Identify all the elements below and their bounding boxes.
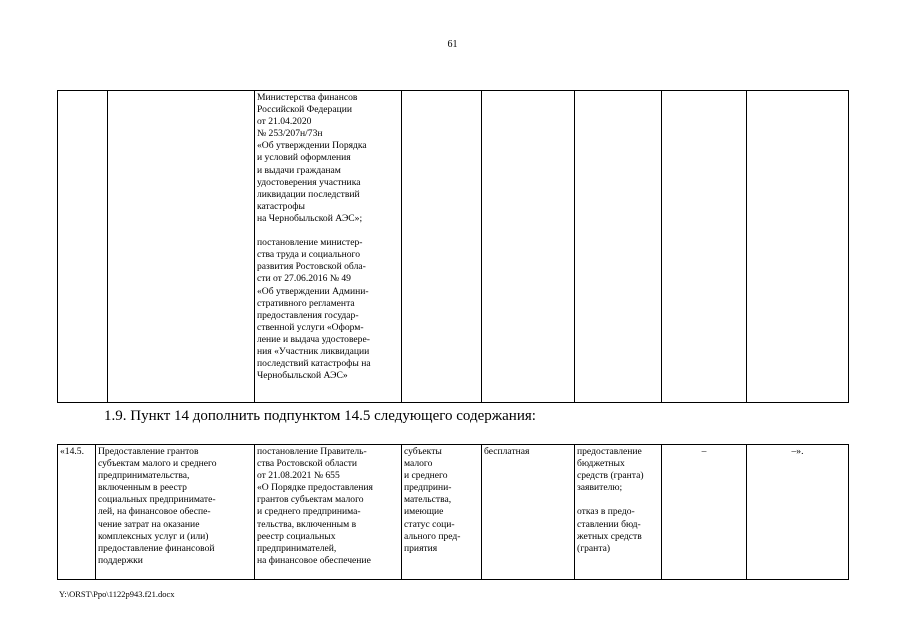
- legal-basis-line: постановление Правитель-: [257, 446, 367, 457]
- service-name-line: предпринимательства,: [98, 470, 190, 482]
- result-line: жетных средств: [577, 530, 642, 542]
- result-line: отказ в предо-: [577, 506, 635, 518]
- result-line: средств (гранта): [577, 470, 644, 482]
- legal-basis-line: от 21.04.2020: [257, 116, 312, 128]
- cell-number: [58, 91, 108, 403]
- legal-basis-line: предоставления государ-: [257, 309, 359, 321]
- legal-basis-line: ния «Участник ликвидации: [257, 345, 370, 357]
- legal-basis-line: развития Ростовской обла-: [257, 261, 366, 273]
- section-heading: 1.9. Пункт 14 дополнить подпунктом 14.5 следующего содержания:: [104, 408, 536, 424]
- continuation-table: [57, 90, 849, 403]
- legal-basis-line: стративного регламента: [257, 297, 355, 309]
- recipients-line: статус соци-: [404, 518, 455, 530]
- item-service-name: [96, 445, 255, 580]
- recipients-line: ального пред-: [404, 530, 461, 542]
- service-name-line: комплексных услуг и (или): [98, 530, 209, 542]
- legal-basis-line: грантов субъектам малого: [257, 494, 364, 506]
- legal-basis-text: [257, 92, 399, 382]
- recipients-line: мательства,: [404, 494, 452, 506]
- cell-result: [575, 91, 662, 403]
- legal-basis-line: Министерства финансов: [257, 92, 358, 103]
- legal-basis-line: ства труда и социального: [257, 249, 361, 261]
- service-name-line: социальных предпринимате-: [98, 494, 216, 506]
- legal-basis-line: последствий катастрофы на: [257, 358, 371, 370]
- legal-basis-line: ства Ростовской области: [257, 458, 358, 470]
- recipients-line: малого: [404, 458, 433, 470]
- legal-basis-line: ликвидации последствий: [257, 188, 360, 200]
- file-path-footer: Y:\ORST\Ppo\1122p943.f21.docx: [59, 589, 175, 599]
- legal-basis-line: [257, 225, 399, 237]
- recipients-line: субъекты: [404, 446, 442, 457]
- legal-basis-line: ственной услуги «Оформ-: [257, 321, 364, 333]
- legal-basis-line: и условий оформления: [257, 152, 351, 164]
- service-name-line: субъектам малого и среднего: [98, 458, 217, 470]
- cell-col7: [662, 91, 747, 403]
- recipients-line: имеющие: [404, 506, 444, 518]
- result-line: бюджетных: [577, 458, 625, 470]
- legal-basis-line: «О Порядке предоставления: [257, 482, 373, 494]
- result-line: ставлении бюд-: [577, 518, 641, 530]
- legal-basis-line: № 253/207н/73н: [257, 128, 323, 140]
- legal-basis-line: тельства, включенным в: [257, 518, 357, 530]
- cell-legal-basis: [255, 91, 402, 403]
- legal-basis-line: удостоверения участника: [257, 176, 361, 188]
- recipients-line: приятия: [404, 542, 438, 554]
- cell-fee: [482, 91, 575, 403]
- legal-basis-line: на финансовое обеспечение: [257, 554, 371, 566]
- legal-basis-line: на Чернобыльской АЭС»;: [257, 212, 363, 224]
- cell-service-name: [108, 91, 255, 403]
- item-fee: бесплатная: [482, 445, 575, 580]
- legal-basis-line: катастрофы: [257, 200, 305, 212]
- item-result: [575, 445, 662, 580]
- legal-basis-line: и среднего предпринима-: [257, 506, 361, 518]
- legal-basis-line: «Об утверждении Админи-: [257, 285, 369, 297]
- legal-basis-line: «Об утверждении Порядка: [257, 140, 367, 152]
- item-legal-basis: [255, 445, 402, 580]
- recipients-line: предприни-: [404, 482, 452, 494]
- result-line: заявителю;: [577, 482, 623, 494]
- legal-basis-line: сти от 27.06.2016 № 49: [257, 273, 351, 285]
- service-name-line: чение затрат на оказание: [98, 518, 200, 530]
- legal-basis-line: от 21.08.2021 № 655: [257, 470, 340, 482]
- service-name-line: предоставление финансовой: [98, 542, 215, 554]
- legal-basis-line: Чернобыльской АЭС»: [257, 370, 348, 382]
- legal-basis-line: и выдачи гражданам: [257, 164, 341, 176]
- result-line: предоставление: [577, 446, 642, 457]
- legal-basis-line: Российской Федерации: [257, 104, 352, 116]
- recipients-line: и среднего: [404, 470, 448, 482]
- cell-col8: [747, 91, 849, 403]
- service-name-line: поддержки: [98, 554, 143, 566]
- legal-basis-line: постановление министер-: [257, 237, 363, 249]
- service-name-line: лей, на финансовое обеспе-: [98, 506, 211, 518]
- page-number: 61: [447, 39, 458, 50]
- item-number: «14.5.: [58, 445, 96, 580]
- new-item-table: [57, 444, 849, 580]
- legal-basis-line: ление и выдача удостовере-: [257, 333, 370, 345]
- item-dash: –: [662, 445, 747, 580]
- service-name-line: Предоставление грантов: [98, 446, 199, 457]
- result-line: (гранта): [577, 542, 611, 554]
- legal-basis-line: предпринимателей,: [257, 542, 337, 554]
- item-end-mark: –».: [747, 445, 849, 580]
- result-line: [577, 494, 659, 506]
- item-recipients: [402, 445, 482, 580]
- cell-recipients: [402, 91, 482, 403]
- service-name-line: включенным в реестр: [98, 482, 187, 494]
- legal-basis-line: реестр социальных: [257, 530, 336, 542]
